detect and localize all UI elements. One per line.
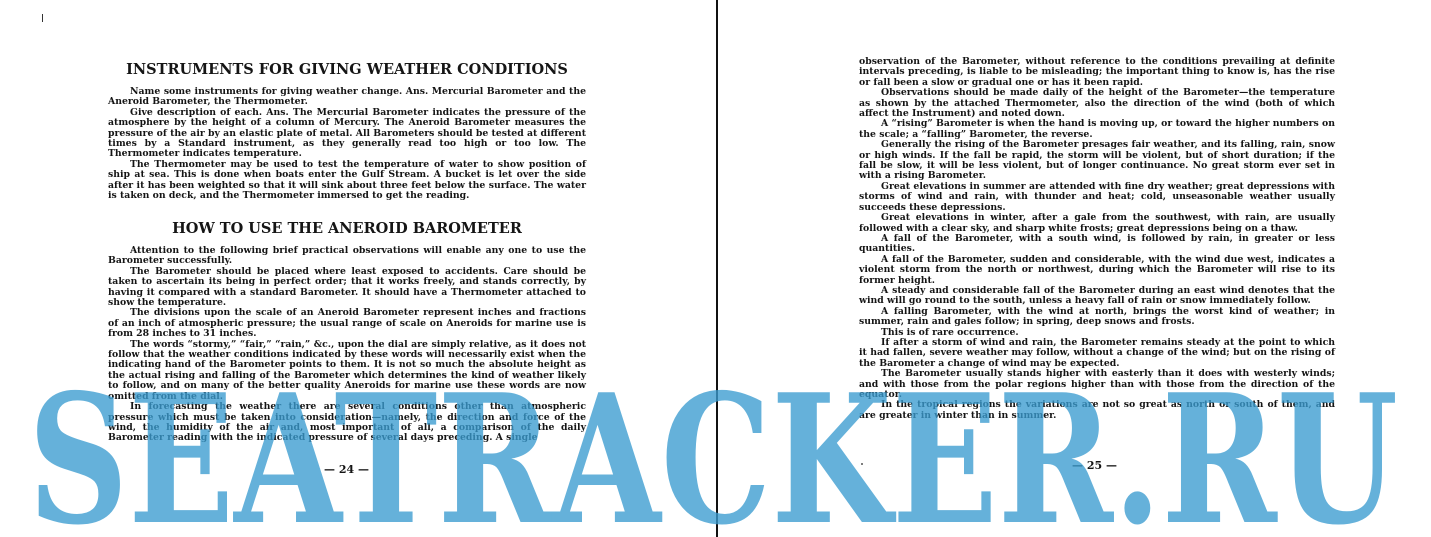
scan-mark xyxy=(42,14,43,22)
page-number: — 25 — xyxy=(1072,459,1117,472)
heading-aneroid: HOW TO USE THE ANEROID BAROMETER xyxy=(172,220,522,237)
paragraph: A fall of the Barometer, with a south wind, is followed by rain, in greater or less quantities. xyxy=(859,232,1335,255)
paragraph: Name some instruments for giving weather change. Ans. Mercurial Barometer and the Aneroid Barometer, the Thermometer. xyxy=(108,86,586,108)
heading-instruments: INSTRUMENTS FOR GIVING WEATHER CONDITIONS xyxy=(126,61,568,78)
paragraph: The Barometer usually stands higher with easterly than it does with westerly winds; and with those from the polar regions higher than with those from the direction of the equator. xyxy=(859,368,1335,400)
paragraph: The Barometer should be placed where least exposed to accidents. Care should be taken to ascertain its being in perfect order; that it works freely, and stands correctly, by having it compared with a standard Barometer. It should have a Thermometer attached to show the temperature. xyxy=(108,265,586,309)
paragraph: The words “stormy,” “fair,” “rain,” &c., upon the dial are simply relative, as it does not follow that the weather conditions indicated by these words will necessarily exist when the indicating hand of the Barometer points to them. It is not so much the absolute height as the actual rising and falling of the Barometer which determines the kind of weather likely to follow, and on many of the better quality Aneroids for marine use these words are now omitted from the dial. xyxy=(108,338,586,402)
paragraph: Great elevations in summer are attended with fine dry weather; great depressions with storms of wind and rain, with thunder and heat; cold, unseasonable weather usually succeeds these depressions. xyxy=(859,180,1335,213)
paragraph: The divisions upon the scale of an Aneroid Barometer represent inches and fractions of an inch of atmospheric pressure; the usual range of scale on Aneroids for marine use is from 28 inches to 31 inches. xyxy=(108,307,586,340)
paragraph: Attention to the following brief practical observations will enable any one to use the Barometer successfully. xyxy=(108,245,586,267)
paragraph: If after a storm of wind and rain, the Barometer remains steady at the point to which it had fallen, severe weather may follow, without a change of the wind; but on the rising of the Barometer a change of wind may be expected. xyxy=(859,336,1335,369)
paragraph: A falling Barometer, with the wind at north, brings the worst kind of weather; in summer, rain and gales follow; in spring, deep snows and frosts. xyxy=(859,305,1335,328)
paragraph: Observations should be made daily of the height of the Barometer—the temperature as shown by the attached Thermometer, also the direction of the wind (both of which affect the Instrument) and noted down. xyxy=(859,87,1335,120)
watermark-text: SEATRACKER.RU xyxy=(28,355,1398,537)
page-number: — 24 — xyxy=(324,463,369,476)
paragraph: A steady and considerable fall of the Barometer during an east wind denotes that the wind will go round to the south, unless a heavy fall of rain or snow immediately follow. xyxy=(859,284,1335,307)
paragraph: A “rising” Barometer is when the hand is moving up, or toward the higher numbers on the scale; a “falling” Barometer, the reverse. xyxy=(859,118,1335,140)
paragraph: In forecasting the weather there are several conditions other than atmospheric pressure which must be taken into consideration—namely, the direction and force of the wind, the humidity of the air and, most important of all, a comparison of the daily Barometer reading with the indicated pressure of several days preceding. A single xyxy=(108,401,586,444)
paragraph: observation of the Barometer, without reference to the conditions prevailing at definite intervals preceding, is liable to be misleading; the important thing to know is, has the rise or fall been a slow or gradual one or has it been rapid. xyxy=(859,56,1335,88)
paragraph: This is of rare occurrence. xyxy=(881,326,1019,338)
right-page xyxy=(718,0,1431,537)
paragraph: Generally the rising of the Barometer presages fair weather, and its falling, rain, snow or high winds. If the fall be rapid, the storm will be violent, but of short duration; if the fall be slow, it will be less violent, but of longer continuance. No great storm ever set in with a rising Barometer. xyxy=(859,139,1335,182)
paragraph: In the tropical regions the variations are not so great as north or south of them, and are greater in winter than in summer. xyxy=(859,399,1335,421)
paragraph: A fall of the Barometer, sudden and considerable, with the wind due west, indicates a violent storm from the north or northwest, during which the Barometer will rise to its former height. xyxy=(859,253,1335,286)
paragraph: The Thermometer may be used to test the temperature of water to show position of ship at sea. This is done when boats enter the Gulf Stream. A bucket is let over the side after it has been weighted so that it will sink about three feet below the surface. The water is taken on deck, and the Thermometer immersed to get the reading. xyxy=(108,158,586,202)
paragraph: Give description of each. Ans. The Mercurial Barometer indicates the pressure of the atmosphere by the height of a column of Mercury. The Aneroid Barometer measures the pressure of the air by an elastic plate of metal. All Barometers should be tested at different times by a Standard instrument, as they generally read too high or too low. The Thermometer indicates temperature. xyxy=(108,106,586,160)
paragraph: Great elevations in winter, after a gale from the southwest, with rain, are usually followed with a clear sky, and sharp white frosts; great depressions being on a thaw. xyxy=(859,212,1335,234)
scan-speck xyxy=(861,463,863,465)
